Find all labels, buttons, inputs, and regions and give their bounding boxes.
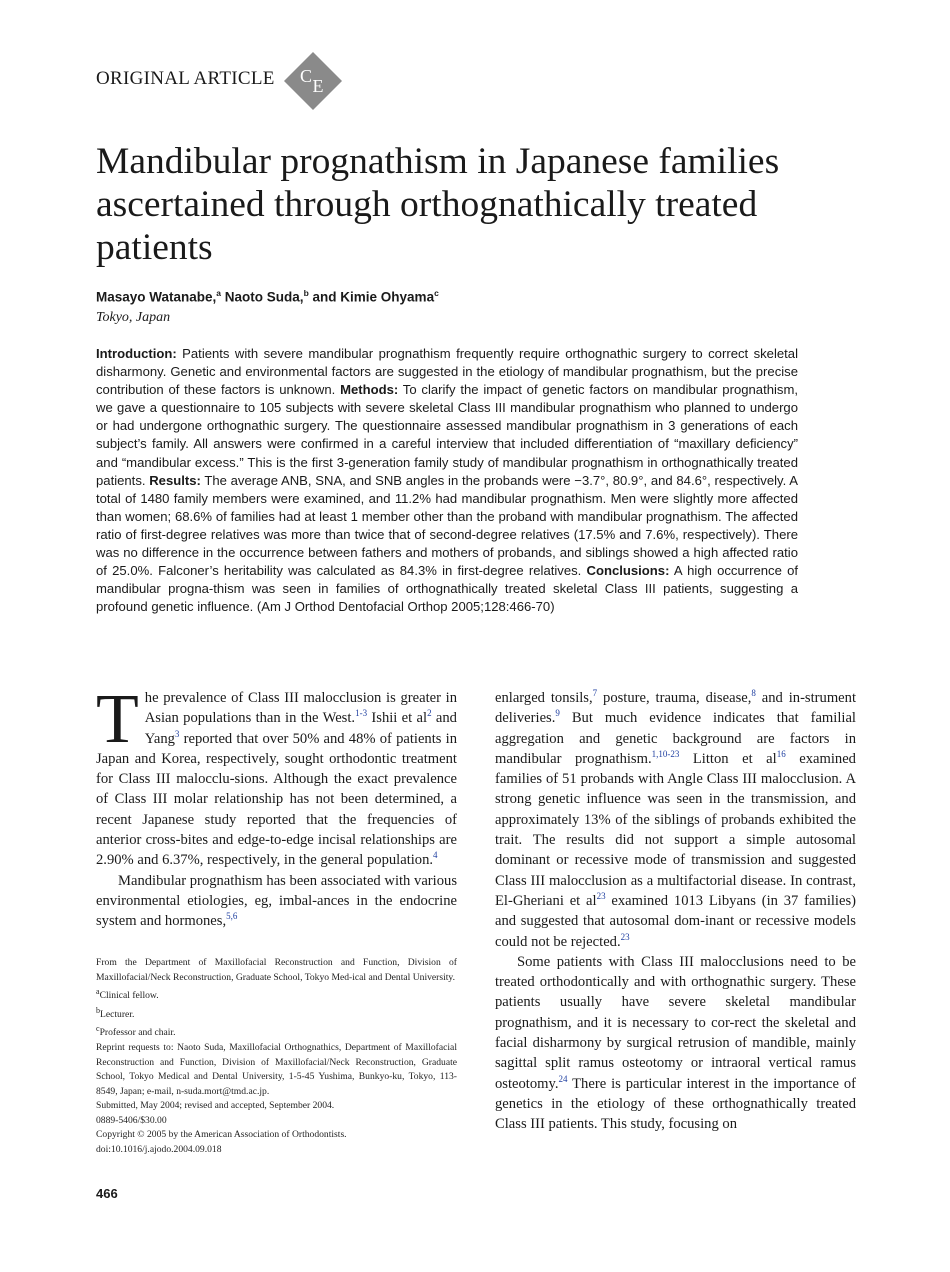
abstract-methods-text: To clarify the impact of genetic factors on mandibular prognathism, we gave a questionnaire to 105 subjects with severe skeletal Class III mandibular prognathism who planned to undergo or had undergone orthognathic surgery. The questionnaire assessed mandibular prognathism in 3 generations of each subject’s family. All answers were confirmed in a careful interview that included differentiation of “maxillary deficiency” and “mandibular excess.” This is the first 3-generation family study of mandibular prognathism in orthognathically treated patients. (96, 382, 798, 488)
body-paragraph (96, 871, 457, 932)
article-title: Mandibular prognathism in Japanese families ascertained through orthognathically treated patients (96, 141, 780, 268)
footnote-mark: b (96, 1005, 100, 1015)
footnote-affiliation: From the Department of Maxillofacial Reconstruction and Function, Division of Maxillofacial/Neck Reconstruction, Graduate School, Tokyo Med-ical and Dental University. (96, 957, 457, 983)
author-name: Naoto Suda, (224, 289, 304, 305)
body-paragraph (495, 688, 856, 952)
text-run: examined 1013 Libyans (in 37 families) and suggested that autosomal dom-inant or recessive models could not be rejected. (495, 892, 856, 950)
footnote-b: $^b$Lecturer. (96, 1005, 135, 1020)
citation-link[interactable]: 23 (596, 891, 606, 902)
author-affiliation-mark: a (216, 288, 222, 298)
text-run: enlarged tonsils, (495, 690, 593, 706)
text-run: and Yang (144, 710, 457, 747)
ce-letter-e: E (312, 76, 324, 96)
page-number: 466 (96, 1186, 118, 1201)
citation-link[interactable]: 8 (751, 688, 756, 699)
abstract-methods-label: Methods: (340, 382, 399, 398)
footnote-issn: 0889-5406/$30.00 (96, 1114, 167, 1126)
citation-link[interactable]: 3 (174, 728, 180, 739)
abstract-intro-label: Introduction: (96, 346, 177, 361)
citation-link[interactable]: 2 (427, 708, 432, 719)
author-name: Masayo Watanabe, (96, 289, 217, 305)
citation-link[interactable]: 1,10-23 (651, 749, 680, 760)
abstract-intro-text: Patients with severe mandibular prognathism frequently require orthognathic surgery to correct skeletal disharmony. Genetic and environmental factors are suggested in the etiology of mandibular prognathism, but the precise contribution of these factors is unknown. (96, 346, 798, 398)
author-list (96, 288, 439, 305)
text-run: But much evidence indicates that familial aggregation and genetic background are factors in mandibular prognathism. (495, 710, 856, 767)
footnote-copyright: Copyright © 2005 by the American Association of Orthodontists. (96, 1129, 347, 1141)
text-run: examined families of 51 probands with Angle Class III malocclusion. A strong genetic influence was seen in the transmission, and approximately 13% of the siblings of probands exhibited the trait. The results did not support a simple autosomal dominant or recessive mode of transmission and suggested Class III malocclusion as a multifactorial disease. In contrast, El-Gheriani et al (495, 750, 856, 909)
author-affiliation-mark: b (303, 288, 309, 298)
author-affiliation-mark: c (434, 288, 439, 298)
body-column-right (495, 688, 856, 1135)
citation-link[interactable]: 24 (558, 1073, 568, 1084)
text-run: Ishii et al (367, 710, 428, 727)
citation-link[interactable]: 7 (592, 688, 598, 699)
citation-link[interactable]: 16 (776, 749, 786, 760)
citation-link[interactable]: 4 (433, 850, 438, 861)
author-name: and Kimie Ohyama (312, 289, 435, 305)
footnote-mark: a (96, 987, 100, 996)
text-run: reported that over 50% and 48% of patients in Japan and Korea, respectively, sought orthodontic treatment for Class III malocclu-sions. Although the exact prevalence of Class III molar relationship has not been determined, a recent Japanese study reported that the frequencies of anterior cross-bites and edge-to-edge incisal relationships are 2.90% and 6.37%, respectively, in the general population. (96, 730, 457, 869)
citation-link[interactable]: 9 (555, 708, 560, 719)
footnote-a: $^a$Clinical fellow. (96, 987, 159, 1002)
abstract (96, 345, 798, 616)
author-location: Tokyo, Japan (96, 310, 171, 325)
footnotes (96, 956, 457, 1157)
citation-link[interactable]: 23 (620, 931, 630, 942)
footnote-mark: c (96, 1024, 100, 1034)
body-column-left (96, 681, 457, 932)
footnote-reprint: Reprint requests to: Naoto Suda, Maxillofacial Orthognathics, Department of Maxillofacial Reconstruction and Function, Division of Maxillofacial/Neck Reconstruction, Graduate School, Tokyo Medical and Dental University, 1-5-45 Yushima, Bunkyo-ku, Tokyo, 113-8549, Japan; e-mail, n-suda.mort@tmd.ac.jp. (96, 1042, 457, 1097)
text-run: he prevalence of Class III malocclusion is greater in Asian populations than in the West. (144, 690, 457, 727)
abstract-conclusions-label: Conclusions: (586, 563, 670, 579)
body-paragraph (96, 681, 457, 871)
body-paragraph (495, 952, 856, 1135)
drop-cap: T (96, 681, 139, 758)
section-label: ORIGINAL ARTICLE (96, 68, 275, 89)
text-run: Some patients with Class III malocclusions need to be treated orthodontically and with orthognathic surgery. These patients usually have severe skeletal mandibular prognathism, and it is necessary to cor-rect the skeletal and facial disharmony by surgical retrusion of mandible, mainly sagittal split ramus osteotomy or intraoral vertical ramus osteotomy. (495, 953, 856, 1092)
text-run: Litton et al (679, 750, 777, 767)
footnote-submitted: Submitted, May 2004; revised and accepted, September 2004. (96, 1100, 335, 1112)
abstract-results-text: The average ANB, SNA, and SNB angles in the probands were −3.7°, 80.9°, and 84.6°, respectively. A total of 1480 family members were examined, and 11.2% had mandibular prognathism. Men were slightly more affected than women; 68.6% of families had at least 1 member other than the proband with mandibular prognathism. The affected ratio of first-degree relatives was more than twice that of second-degree relatives (17.5% and 7.6%, respectively). There was no difference in the occurrence between fathers and mothers of probands, and siblings showed a high affected ratio of 25.0%. Falconer’s heritability was calculated as 84.3% in first-degree relatives. (96, 472, 798, 579)
abstract-results-label: Results: (149, 472, 201, 488)
footnote-doi[interactable]: doi:10.1016/j.ajodo.2004.09.018 (96, 1143, 222, 1155)
text-run: There is particular interest in the importance of genetics in the etiology of these orthognathically treated Class III patients. This study, focusing on (495, 1075, 856, 1133)
abstract-conclusions-text: A high occurrence of mandibular progna-thism was seen in families of orthognathically treated skeletal Class III patients, suggesting a profound genetic influence. (Am J Orthod Dentofacial Orthop 2005;128:466-70) (96, 563, 798, 615)
citation-link[interactable]: 5,6 (226, 911, 238, 922)
ce-letter-c: C (299, 66, 313, 86)
text-run: Mandibular prognathism has been associated with various environmental etiologies, eg, imbal-ances in the endocrine system and hormones, (96, 872, 457, 930)
footnote-c: $^c$Professor and chair. (96, 1024, 176, 1039)
text-run: and in-strument deliveries. (495, 690, 857, 727)
text-run: posture, trauma, disease, (597, 690, 752, 706)
ce-diamond-logo (284, 52, 342, 110)
citation-link[interactable]: 1-3 (355, 708, 368, 719)
